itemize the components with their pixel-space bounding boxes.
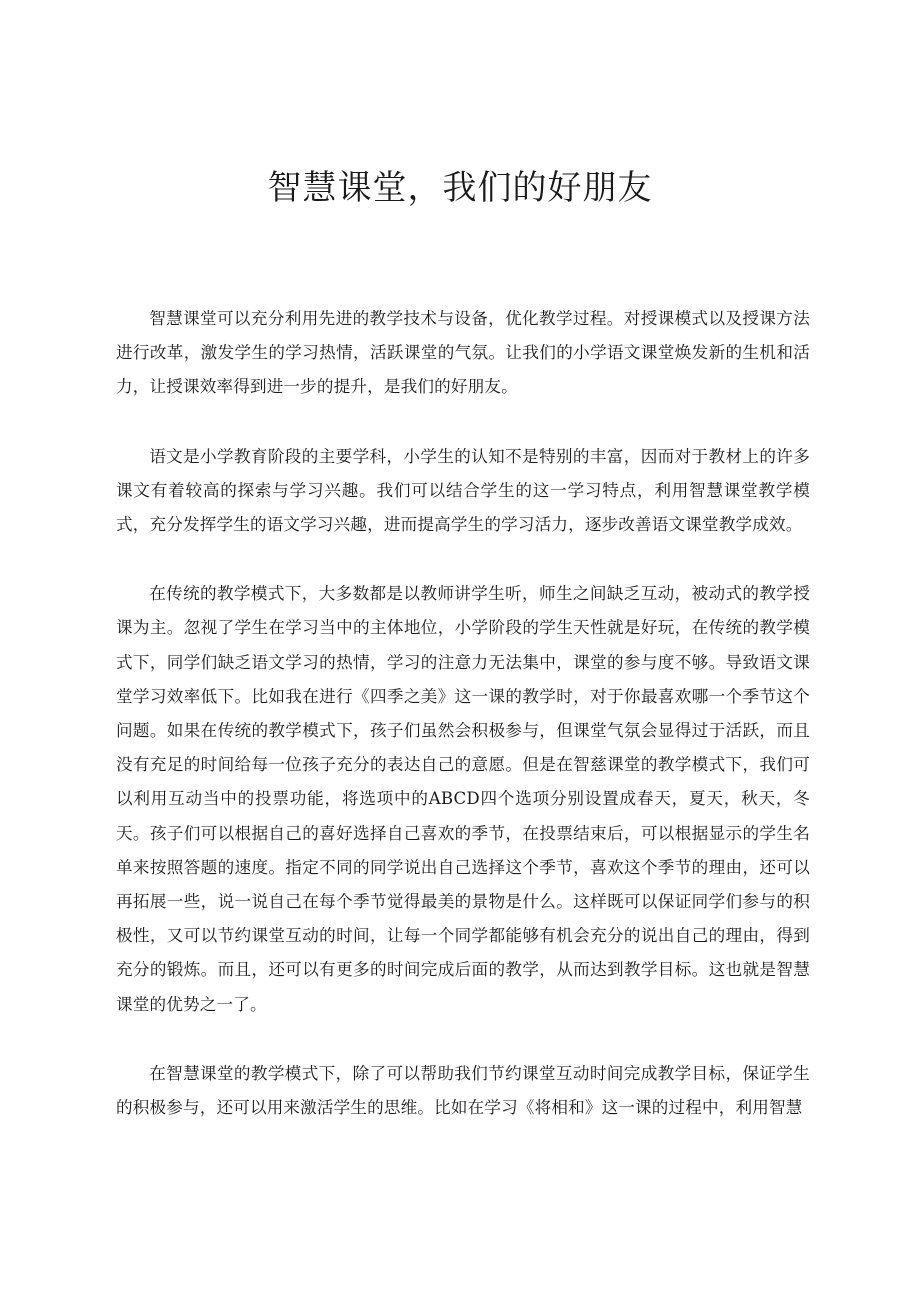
paragraph-1: 智慧课堂可以充分利用先进的教学技术与设备，优化教学过程。对授课模式以及授课方法进行改革，激发学生的学习热情，活跃课堂的气氛。让我们的小学语文课堂焕发新的生机和活力，让授课效率得到进一步的提升，是我们的好朋友。 <box>116 309 810 397</box>
paragraph-3: 在传统的教学模式下，大多数都是以教师讲学生听，师生之间缺乏互动，被动式的教学授课为主。忽视了学生在学习当中的主体地位，小学阶段的学生天性就是好玩，在传统的教学模式下，同学们缺乏语文学习的热情，学习的注意力无法集中，课堂的参与度不够。导致语文课堂学习效率低下。比如我在进行《四季之美》这一课的教学时，对于你最喜欢哪一个季节这个问题。如果在传统的教学模式下，孩子们虽然会积极参与，但课堂气氛会显得过于活跃，而且没有充足的时间给每一位孩子充分的表达自己的意愿。但是在智慈课堂的教学模式下，我们可以利用互动当中的投票功能，将选项中的ABCD四个选项分别设置成春天，夏天，秋天，冬天。孩子们可以根据自己的喜好选择自己喜欢的季节，在投票结束后，可以根据显示的学生名单来按照答题的速度。指定不同的同学说出自己选择这个季节，喜欢这个季节的理由，还可以再拓展一些，说一说自己在每个季节觉得最美的景物是什么。这样既可以保证同学们参与的积极性，又可以节约课堂互动的时间，让每一个同学都能够有机会充分的说出自己的理由，得到充分的锻炼。而且，还可以有更多的时间完成后面的教学，从而达到教学目标。这也就是智慧课堂的优势之一了。 <box>116 584 810 1014</box>
paragraph-2: 语文是小学教育阶段的主要学科，小学生的认知不是特别的丰富，因而对于教材上的许多课文有着较高的探索与学习兴趣。我们可以结合学生的这一学习特点，利用智慧课堂教学模式，充分发挥学生的语文学习兴趣，进而提高学生的学习活力，逐步改善语文课堂教学成效。 <box>116 446 810 535</box>
document-title: 智慧课堂，我们的好朋友 <box>267 168 653 208</box>
paragraph-4: 在智慧课堂的教学模式下，除了可以帮助我们节约课堂互动时间完成教学目标，保证学生的积极参与，还可以用来激活学生的思维。比如在学习《将相和》这一课的过程中，利用智慧 <box>116 1063 810 1118</box>
document-body <box>116 302 810 1160</box>
